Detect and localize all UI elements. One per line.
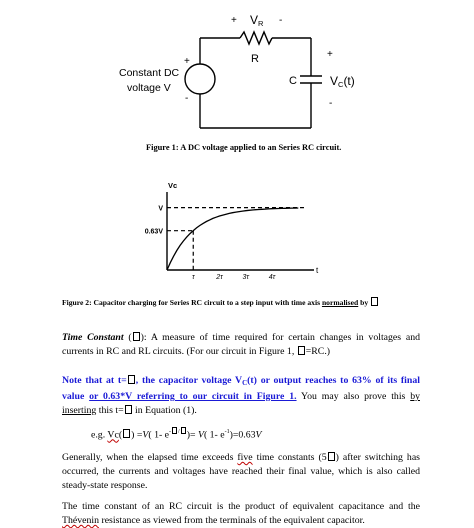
tau-box [298,346,305,355]
x-tick-label: τ [191,274,195,281]
note-paragraph: Note that at t= , the capacitor voltage $V_C(t)$ or output reaches to 63% of its final value or 0.63*V referring to our circuit in Figure 1. You may also prove this by inserting this t= in Equation (1). [62,375,420,416]
capacitor-label: C [289,75,297,87]
tau-box [125,405,132,414]
time-constant-heading: Time Constant [62,332,124,343]
x-axis-label: t [316,266,319,275]
y-tick-label: 0.63V [144,228,163,236]
tau-placeholder-box [371,297,378,306]
figure2-caption-text: Figure 2: Capacitor charging for Series RC circuit to a step input with time axis [62,298,322,307]
figure2-caption-tail: by [358,298,369,307]
last-paragraph: The time constant of an RC circuit is the product of equivalent capacitance and the Thévenin resistance as viewed from the terminals of the equivalent capacitor. [62,501,420,526]
charging-curve [167,208,298,270]
vc-label: VC(t) [330,74,355,89]
source-plus: + [184,56,190,67]
resistor-label: R [251,53,259,65]
x-tick-label: 4τ [268,274,276,281]
equation-line: e.g. Vc( ) =V( 1- e- / )= V( 1- $e^{-1})=0.63V$ [91,429,262,441]
tau-box [123,429,130,438]
tau-box [181,427,186,434]
vr-plus: + [231,15,237,26]
source-label-line1: Constant DC [119,67,180,79]
generally-paragraph: Generally, when the elapsed time exceeds five time constants (5 ) after switching has occurred, the currents and voltages have reached their final value, which is also called steady-state response. [62,452,420,491]
eq-vc: Vc [107,429,119,441]
time-constant-paragraph: Time Constant ( ): A measure of time required for certain changes in voltages and currents in RC and RL circuits. (For our circuit in Figure 1, =RC.) [62,332,421,357]
source-label-line2: voltage V [127,82,171,94]
x-tick-label: 3τ [242,274,250,281]
tau-box [328,452,335,461]
figure2-caption [62,297,379,307]
source-minus: - [185,93,189,104]
y-axis-label: Vc [168,181,178,190]
x-tick-label: 2τ [216,274,223,281]
tau-box [128,375,135,384]
capacitor-minus: - [329,98,333,109]
figure1-caption-text: Figure 1: A DC voltage applied to an Series RC circuit. [146,143,342,152]
y-tick-label: V [158,205,163,213]
tau-box [133,332,140,341]
vr-minus: - [279,15,283,26]
capacitor-plus: + [327,49,333,60]
figure2-caption-normalised: normalised [321,298,359,307]
vr-label: VR [250,13,264,28]
tau-box [172,427,177,434]
